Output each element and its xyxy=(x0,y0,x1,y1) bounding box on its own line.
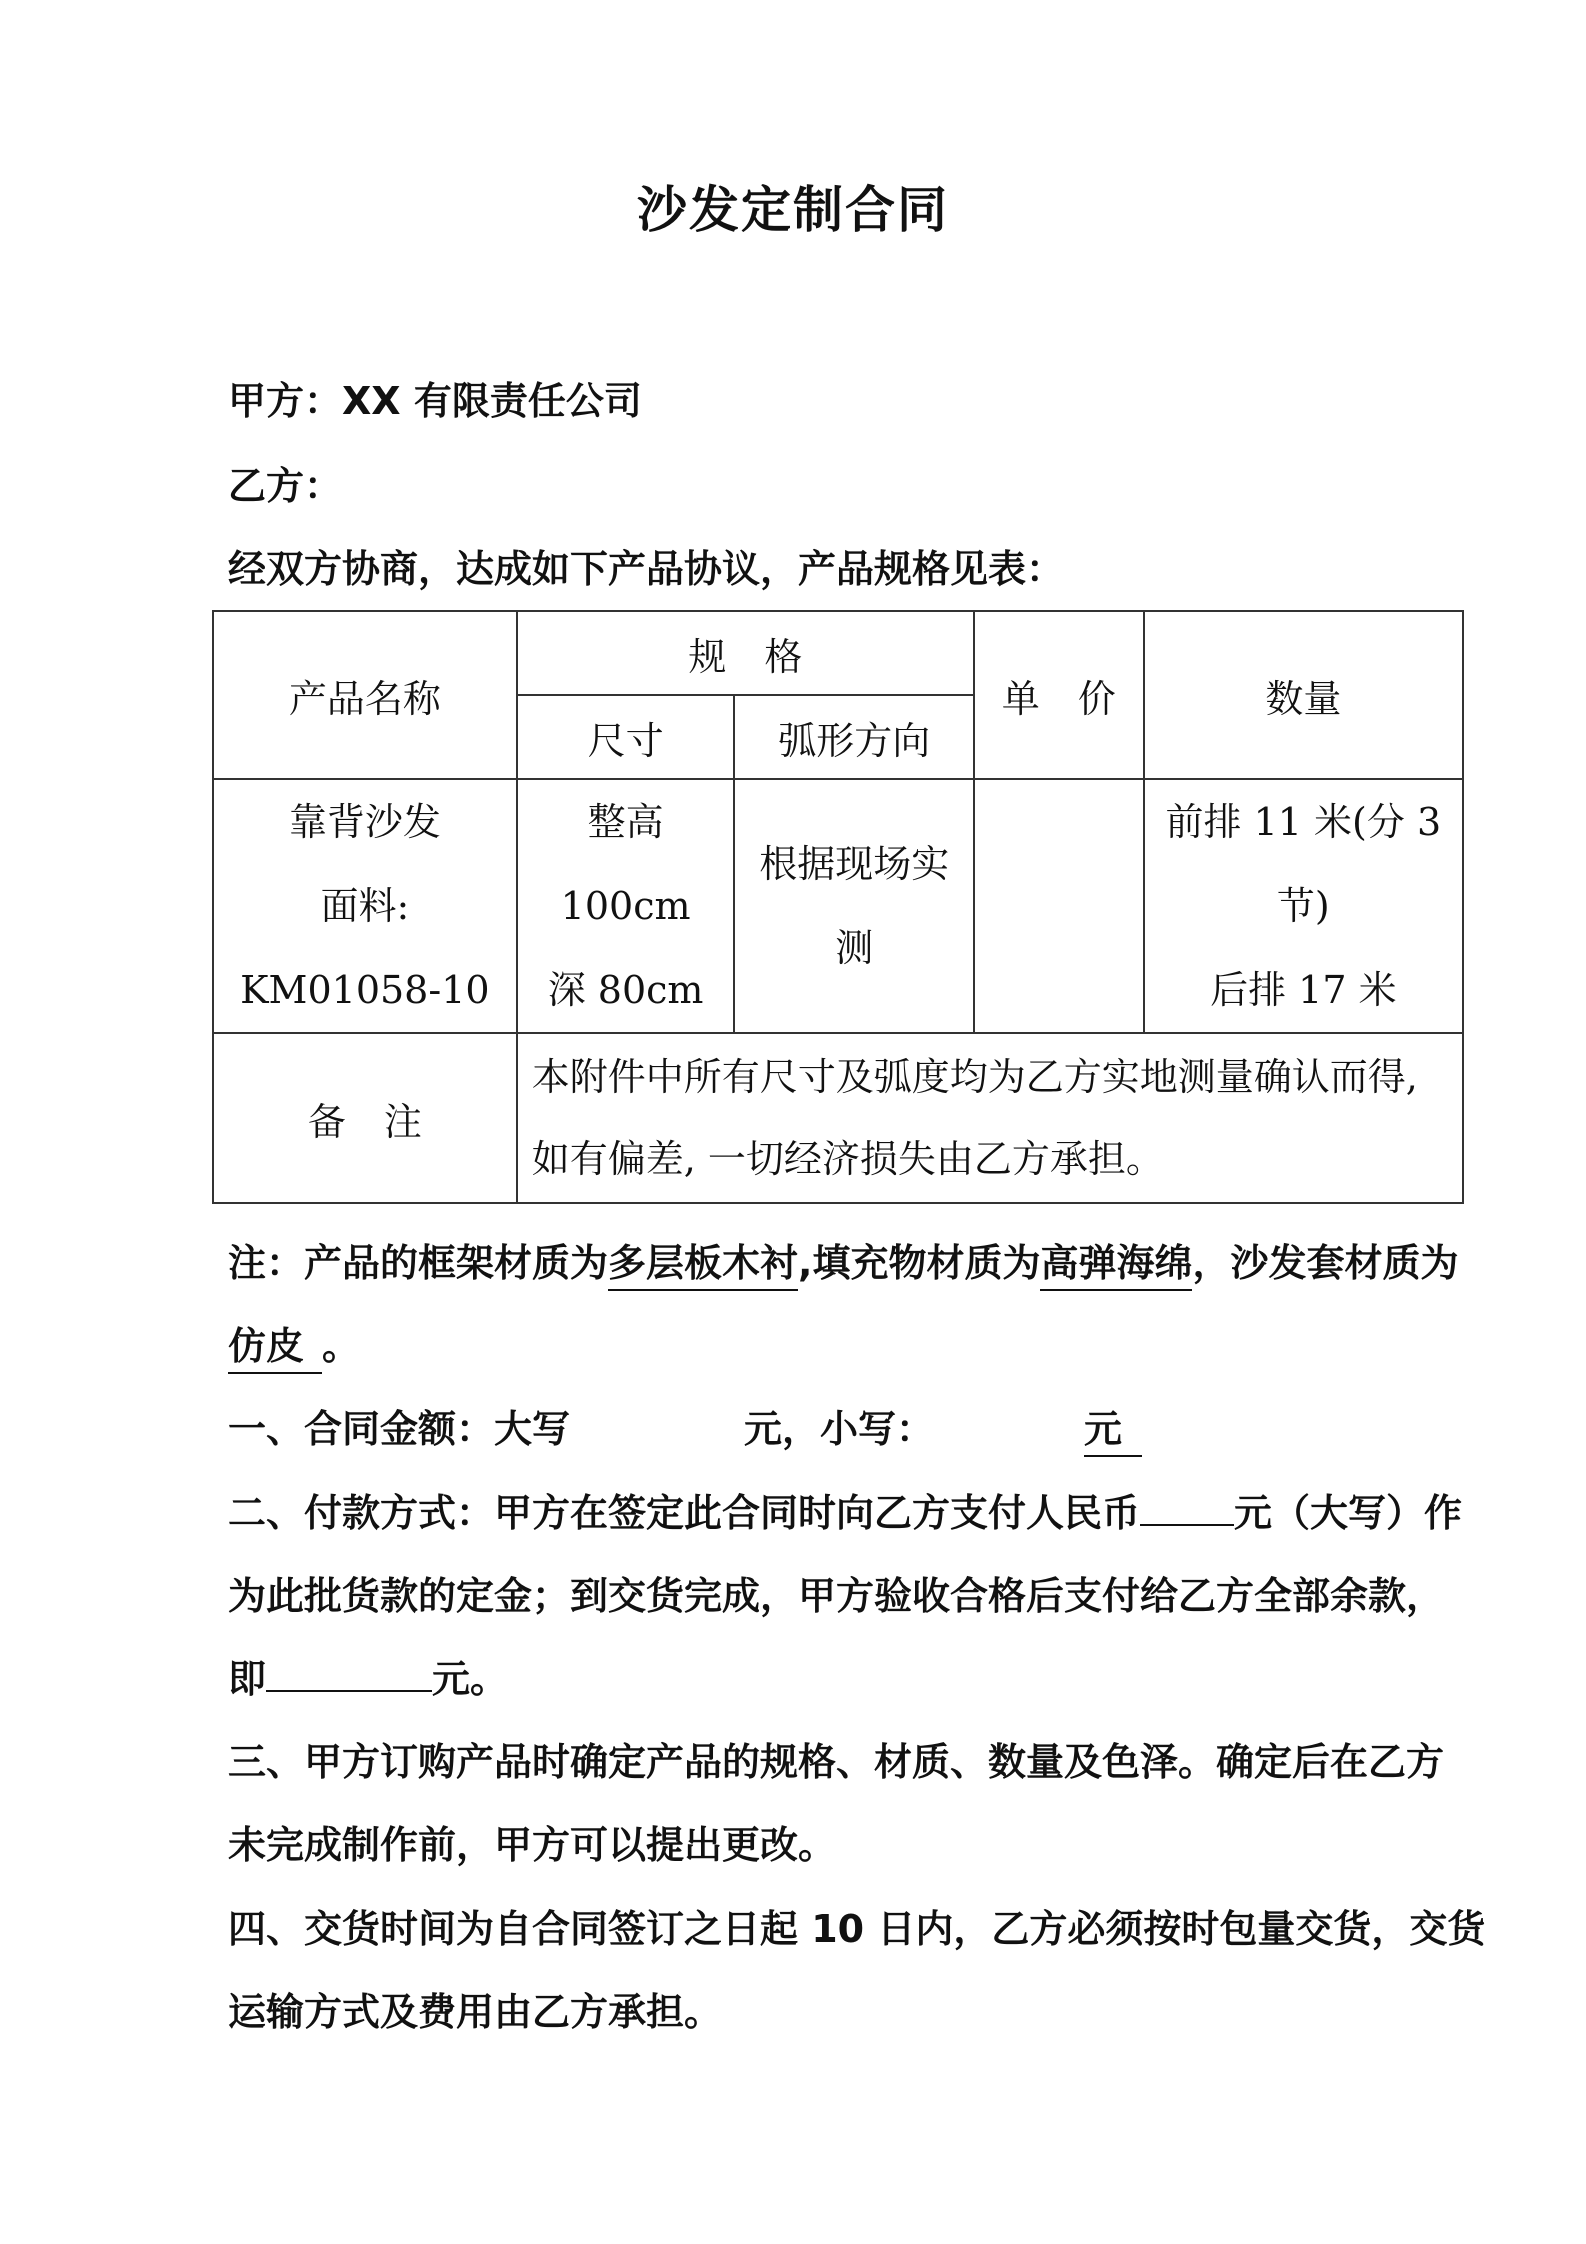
table-row xyxy=(213,779,1463,1033)
arc-text-line2: 测 xyxy=(835,926,874,970)
remark-label: 备 注 xyxy=(213,1033,517,1203)
note-line1 xyxy=(228,1232,1459,1287)
clause1-line xyxy=(228,1398,1142,1453)
clause2-text-3a: 即 xyxy=(228,1657,267,1701)
note-mid: ,填充物材质为 xyxy=(798,1241,1041,1285)
clause4-line2: 运输方式及费用由乙方承担。 xyxy=(228,1990,723,2034)
clause3-line2: 未完成制作前，甲方可以提出更改。 xyxy=(228,1823,837,1867)
table-header-row xyxy=(213,611,1463,695)
party-b-line: 乙方： xyxy=(228,464,343,508)
clause2-balance-blank xyxy=(266,1652,432,1692)
remark-text xyxy=(517,1033,1463,1203)
party-a-line: 甲方：XX 有限责任公司 xyxy=(228,379,642,423)
size-depth-value: 深 80cm xyxy=(547,968,704,1012)
clause2-text-1b: 元（大写）作 xyxy=(1234,1491,1463,1535)
clause2-line1 xyxy=(228,1482,1462,1537)
clause2-amount-blank xyxy=(1140,1486,1234,1526)
cell-size xyxy=(517,779,735,1033)
note-mid2: ，沙发套材质为 xyxy=(1192,1241,1459,1285)
remark-line1: 本附件中所有尺寸及弧度均为乙方实地测量确认而得, xyxy=(531,1055,1418,1099)
clause1-text-a: 一、合同金额：大写 xyxy=(228,1407,571,1451)
note-filling-material: 高弹海绵 xyxy=(1040,1241,1192,1291)
clause1-yuan: 元 xyxy=(1084,1407,1142,1457)
clause1-text-b: 元，小写： xyxy=(744,1407,935,1451)
arc-text-line1: 根据现场实 xyxy=(759,842,950,886)
clause4-line1: 四、交货时间为自合同签订之日起 10 日内，乙方必须按时包量交货，交货 xyxy=(228,1907,1486,1951)
note-end: 。 xyxy=(322,1324,361,1368)
note-cover-material: 仿皮 xyxy=(228,1324,322,1374)
note-frame-material: 多层板木衬 xyxy=(608,1241,798,1291)
header-quantity: 数量 xyxy=(1144,611,1463,779)
size-height-value: 100cm xyxy=(560,884,691,928)
qty-front-line1: 前排 11 米(分 3 xyxy=(1165,800,1442,844)
clause2-text-3b: 元。 xyxy=(432,1657,509,1701)
product-spec-table xyxy=(212,610,1464,1204)
qty-front-line2: 节) xyxy=(1276,884,1330,928)
clause3-line1: 三、甲方订购产品时确定产品的规格、材质、数量及色泽。确定后在乙方 xyxy=(228,1740,1445,1784)
document-title: 沙发定制合同 xyxy=(637,181,949,239)
table-remark-row xyxy=(213,1033,1463,1203)
header-arc-direction: 弧形方向 xyxy=(734,695,973,779)
product-fabric-label: 面料: xyxy=(320,884,410,928)
header-size: 尺寸 xyxy=(517,695,735,779)
clause2-line2: 为此批货款的定金；到交货完成，甲方验收合格后支付给乙方全部余款， xyxy=(228,1574,1445,1618)
intro-line: 经双方协商，达成如下产品协议，产品规格见表： xyxy=(228,547,1065,591)
clause2-line3 xyxy=(228,1648,508,1703)
cell-product xyxy=(213,779,517,1033)
size-height-label: 整高 xyxy=(587,800,664,844)
qty-back: 后排 17 米 xyxy=(1210,968,1397,1012)
cell-unit-price xyxy=(974,779,1144,1033)
header-unit-price: 单 价 xyxy=(974,611,1144,779)
product-fabric-code: KM01058-10 xyxy=(240,968,490,1012)
remark-line2: 如有偏差, 一切经济损失由乙方承担。 xyxy=(531,1137,1164,1181)
cell-arc xyxy=(734,779,973,1033)
cell-quantity xyxy=(1144,779,1463,1033)
note-line2 xyxy=(228,1315,360,1370)
header-product-name: 产品名称 xyxy=(213,611,517,779)
note-prefix: 注：产品的框架材质为 xyxy=(228,1241,609,1285)
header-spec: 规 格 xyxy=(517,611,974,695)
clause2-text-1a: 二、付款方式：甲方在签定此合同时向乙方支付人民币 xyxy=(228,1491,1141,1535)
product-name-text: 靠背沙发 xyxy=(288,800,441,844)
